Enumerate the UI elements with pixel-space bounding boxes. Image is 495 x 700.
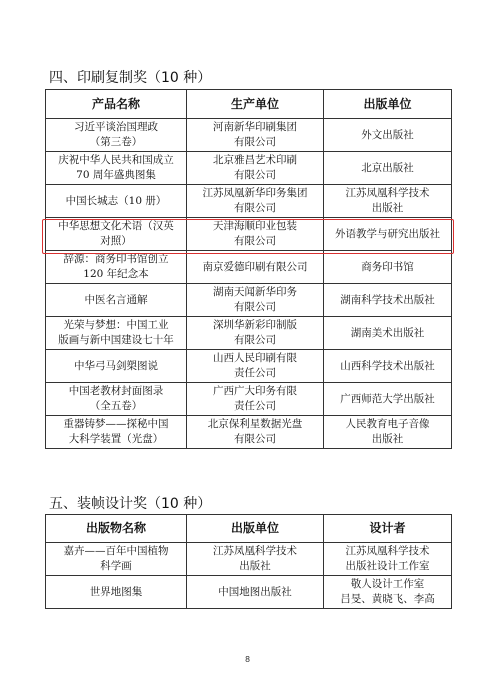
cell-name: 世界地图集 — [46, 576, 187, 609]
cell-name: 中华思想文化术语（汉英 对照） — [46, 218, 187, 251]
section-title-print-award: 四、印刷复制奖（10 种） — [49, 70, 212, 86]
cell-name: 中国长城志（10 册） — [46, 185, 187, 218]
cell-unit: 南京爱德印刷有限公司 — [187, 251, 324, 284]
table-header-row — [46, 515, 452, 543]
cell-name: 重器铸梦——探秘中国 大科学装置（光盘） — [46, 416, 187, 449]
cell-third: 广西师范大学出版社 — [324, 383, 452, 416]
table-row — [46, 152, 452, 185]
cell-third: 湖南美术出版社 — [324, 317, 452, 350]
cell-third: 江苏凤凰科学技术 出版社 — [324, 185, 452, 218]
cell-name: 中医名言通解 — [46, 284, 187, 317]
cell-unit: 河南新华印刷集团 有限公司 — [187, 119, 324, 152]
cell-unit: 天津海顺印业包装 有限公司 — [187, 218, 324, 251]
design-award-table — [45, 514, 452, 609]
table-row — [46, 119, 452, 152]
cell-unit: 中国地图出版社 — [187, 576, 324, 609]
cell-unit: 江苏凤凰新华印务集团 有限公司 — [187, 185, 324, 218]
cell-name: 嘉卉——百年中国植物 科学画 — [46, 543, 187, 576]
table-row — [46, 185, 452, 218]
table-row — [46, 350, 452, 383]
header-publisher: 出版单位 — [187, 515, 324, 543]
table-row — [46, 383, 452, 416]
page-number: 8 — [244, 655, 251, 664]
cell-name: 习近平谈治国理政 （第三卷） — [46, 119, 187, 152]
cell-third: 江苏凤凰科学技术 出版社设计工作室 — [324, 543, 452, 576]
header-publication-name: 出版物名称 — [46, 515, 187, 543]
table-row — [46, 576, 452, 609]
cell-unit: 山西人民印刷有限 责任公司 — [187, 350, 324, 383]
table-row — [46, 543, 452, 576]
table-row — [46, 416, 452, 449]
header-product-name: 产品名称 — [46, 90, 187, 119]
cell-third: 北京出版社 — [324, 152, 452, 185]
header-publisher: 出版单位 — [324, 90, 452, 119]
cell-third: 外语教学与研究出版社 — [324, 218, 452, 251]
cell-name: 中国老教材封面图录 （全五卷） — [46, 383, 187, 416]
cell-third: 湖南科学技术出版社 — [324, 284, 452, 317]
header-designer: 设计者 — [324, 515, 452, 543]
cell-third: 人民教育电子音像 出版社 — [324, 416, 452, 449]
cell-third: 山西科学技术出版社 — [324, 350, 452, 383]
cell-third: 商务印书馆 — [324, 251, 452, 284]
cell-third: 敬人设计工作室 吕旻、黄晓飞、李高 — [324, 576, 452, 609]
section-title-design-award: 五、装帧设计奖（10 种） — [49, 496, 212, 512]
cell-unit: 江苏凤凰科学技术 出版社 — [187, 543, 324, 576]
cell-third: 外文出版社 — [324, 119, 452, 152]
cell-unit: 北京保利星数据光盘 有限公司 — [187, 416, 324, 449]
cell-name: 庆祝中华人民共和国成立 70 周年盛典图集 — [46, 152, 187, 185]
cell-unit: 深圳华新彩印制版 有限公司 — [187, 317, 324, 350]
table-header-row — [46, 90, 452, 119]
table-row — [46, 218, 452, 251]
cell-name: 光荣与梦想：中国工业 版画与新中国建设七十年 — [46, 317, 187, 350]
table-row — [46, 317, 452, 350]
print-award-table — [45, 89, 452, 449]
cell-name: 辞源：商务印书馆创立 120 年纪念本 — [46, 251, 187, 284]
cell-unit: 北京雅昌艺术印刷 有限公司 — [187, 152, 324, 185]
header-producer: 生产单位 — [187, 90, 324, 119]
cell-name: 中华弓马剑槊图说 — [46, 350, 187, 383]
table-row — [46, 251, 452, 284]
cell-unit: 湖南天闻新华印务 有限公司 — [187, 284, 324, 317]
cell-unit: 广西广大印务有限 责任公司 — [187, 383, 324, 416]
table-row — [46, 284, 452, 317]
